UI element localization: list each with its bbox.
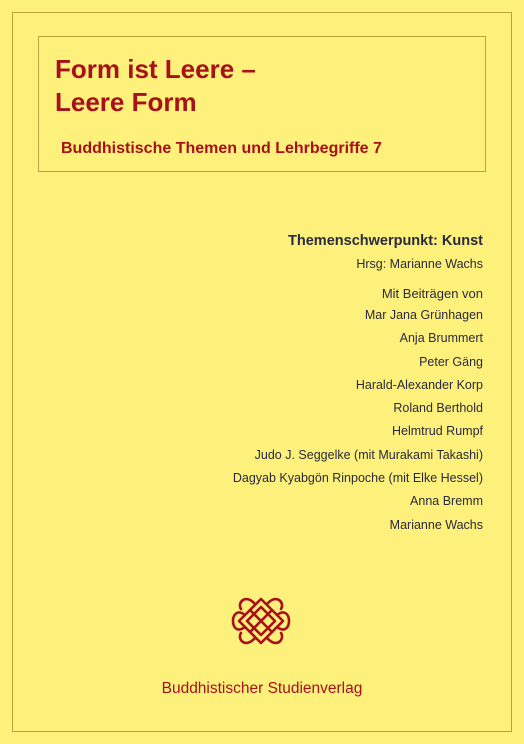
contributor-item: Roland Berthold bbox=[393, 401, 483, 416]
publisher-name: Buddhistischer Studienverlag bbox=[161, 680, 363, 697]
topic-heading: Themenschwerpunkt: Kunst bbox=[288, 233, 483, 249]
contributor-item: Anja Brummert bbox=[399, 331, 483, 346]
contributor-item: Dagyab Kyabgön Rinpoche (mit Elke Hessel) bbox=[232, 471, 483, 486]
book-title bbox=[55, 53, 256, 119]
contributor-list bbox=[233, 308, 483, 533]
title-line-2: Leere Form bbox=[55, 87, 197, 117]
contributor-item: Marianne Wachs bbox=[389, 517, 483, 532]
contributions-heading: Mit Beiträgen von bbox=[381, 286, 483, 301]
credits-block bbox=[233, 232, 483, 541]
series-subtitle: Buddhistische Themen und Lehrbegriffe 7 bbox=[61, 140, 382, 157]
contributor-item: Mar Jana Grünhagen bbox=[364, 308, 483, 322]
endless-knot-icon bbox=[227, 595, 295, 647]
title-line-1: Form ist Leere – bbox=[55, 54, 256, 84]
editor-line: Hrsg: Marianne Wachs bbox=[356, 257, 483, 271]
contributor-item: Anna Bremm bbox=[410, 494, 483, 509]
contributor-item: Helmtrud Rumpf bbox=[392, 424, 483, 439]
contributor-item: Harald-Alexander Korp bbox=[355, 377, 483, 392]
contributor-item: Judo J. Seggelke (mit Murakami Takashi) bbox=[254, 447, 483, 462]
contributor-item: Peter Gäng bbox=[419, 354, 483, 369]
